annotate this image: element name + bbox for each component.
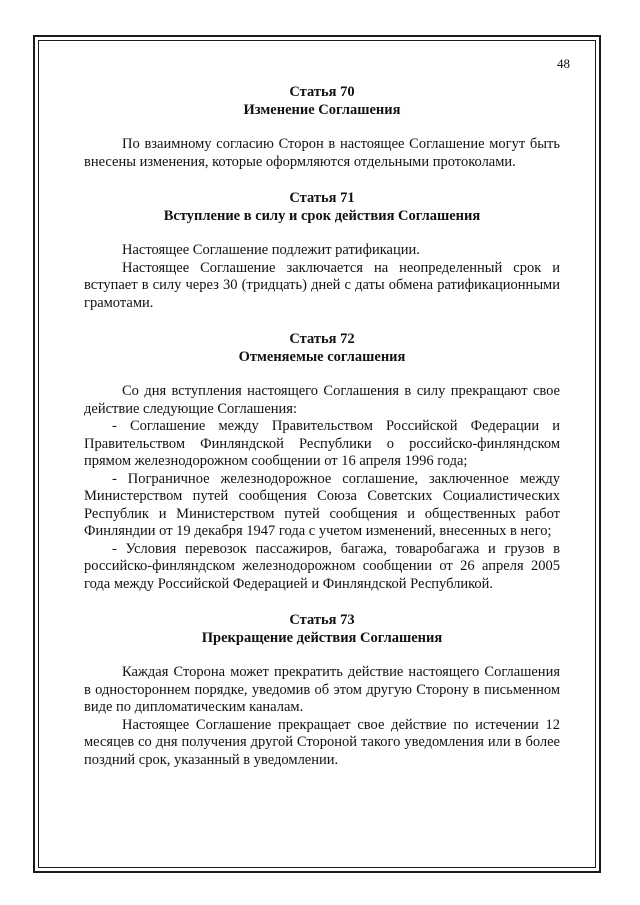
article-number: Статья 70 [289, 84, 355, 100]
repealed-agreement-item: - Соглашение между Правительством Российской Федерации и Правительством Финляндской Республики о российско-финляндском прямом железнодорожном сообщении от 16 апреля 1996 года; [84, 418, 560, 469]
article-70 [84, 84, 560, 171]
document-body [84, 84, 560, 769]
article-title: Вступление в силу и срок действия Соглашения [163, 207, 481, 224]
article-title: Изменение Соглашения [243, 101, 401, 118]
article-title: Отменяемые соглашения [238, 348, 406, 365]
article-title: Прекращение действия Соглашения [201, 629, 443, 646]
article-paragraph: Со дня вступления настоящего Соглашения в силу прекращают свое действие следующие Соглашения: [84, 383, 560, 417]
article-paragraph: Настоящее Соглашение заключается на неопределенный срок и вступает в силу через 30 (тридцать) дней с даты обмена ратификационными грамотами. [84, 259, 560, 311]
page-number: 48 [557, 56, 570, 71]
article-73 [84, 612, 560, 769]
article-paragraph: По взаимному согласию Сторон в настоящее Соглашение могут быть внесены изменения, которые оформляются отдельными протоколами. [84, 136, 560, 170]
article-71 [84, 190, 560, 312]
article-paragraph: Настоящее Соглашение подлежит ратификации. [122, 242, 420, 258]
article-paragraph: Каждая Сторона может прекратить действие настоящего Соглашения в одностороннем порядке, уведомив об этом другую Сторону в письменном виде по дипломатическим каналам. [84, 664, 560, 715]
article-paragraph: Настоящее Соглашение прекращает свое действие по истечении 12 месяцев со дня получения другой Стороной такого уведомления или в более поздний срок, указанный в уведомлении. [84, 716, 560, 768]
repealed-agreement-item: - Пограничное железнодорожное соглашение, заключенное между Министерством путей сообщения Союза Советских Социалистических Республик и Министерством путей сообщения и общественных работ Финляндии от 19 декабря 1947 года с учетом изменений, внесенных в него; [84, 470, 560, 539]
article-number: Статья 71 [289, 190, 355, 206]
repealed-agreement-item: - Условия перевозок пассажиров, багажа, товаробагажа и грузов в российско-финляндском железнодорожном сообщении от 26 апреля 2005 года между Российской Федерацией и Финляндской Республикой. [84, 540, 560, 592]
article-number: Статья 73 [289, 612, 355, 628]
article-72 [84, 331, 560, 593]
article-number: Статья 72 [289, 331, 355, 347]
